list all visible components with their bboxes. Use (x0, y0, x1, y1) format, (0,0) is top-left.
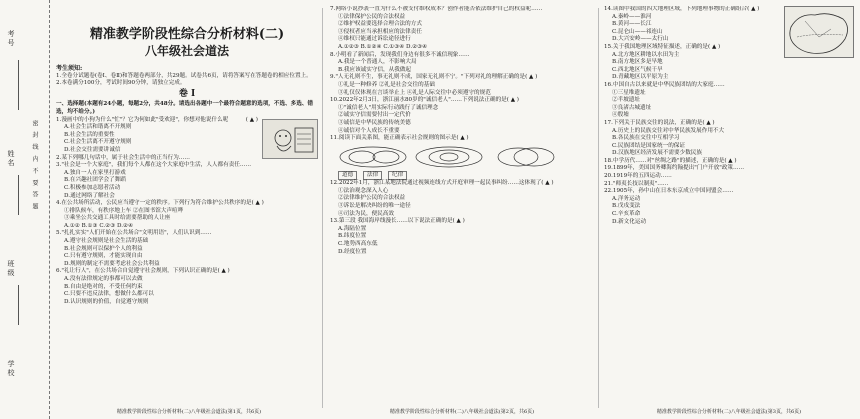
question-4-option: ③乘坐公共交通工具时给需要帮助的人让座 (64, 215, 171, 222)
binding-margin (0, 0, 50, 419)
question-1-stem: 1.漫画中的小狗为什么"忙"？它为何如此"受欢迎"，你想对他说什么呢 (56, 116, 229, 123)
question-17-option: D.汉族地区经济发展不需要少数民族 (612, 150, 702, 157)
question-10: 10.2022年2月3日，浙江丽水80岁的"诚信老人"……下列说法正确的是( ▲ ) (330, 97, 519, 104)
question-9: 9."人无礼则不生，事无礼则不成，国家无礼则不宁。"下列对礼的理解正确的是( ▲ ) (330, 74, 538, 81)
exam-subtitle: 八年级社会道法 (144, 44, 229, 58)
venn-diagram-b (414, 146, 484, 168)
question-22: 22.1905年，孙中山在日本东京成立中国同盟会…… (604, 188, 734, 195)
question-9-option: ③礼仅仅体现在言谈举止上 ④礼是人际交往中必须遵守的规范 (338, 89, 491, 96)
school-label: 学校 (7, 360, 15, 378)
question-9-option: ①礼是一种修养 ②礼是社会交往的基础 (338, 81, 435, 88)
question-8: 8.小明看了新闻后，发现我们身边有很多不诚信现象…… (330, 51, 470, 58)
name-line (18, 175, 19, 215)
answer-mark: ( ▲ ) (245, 116, 258, 123)
seal-text: 密 封 线 内 不 要 答 题 (31, 120, 38, 212)
question-14-option: A.秦岭——淮河 (612, 13, 652, 20)
question-18: 18.中学历代……对"丝绸之路"的描述，正确的是( ▲ ) (604, 157, 737, 164)
question-16-option: ③良渚古城遗址 (612, 104, 652, 111)
class-label: 班级 (7, 260, 15, 278)
question-3-option: B.在兴趣社团学会了舞蹈 (64, 177, 126, 184)
question-10-option: ③诚信是中华民族的传统美德 (338, 119, 411, 126)
question-6-option: D.认识规则的价值，自觉遵守规则 (64, 298, 149, 305)
question-12-option: ④司法为民，便民高效 (338, 210, 394, 217)
question-5-option: A.遵守社会规则是社会生活的基础 (64, 238, 149, 245)
page-1-column (56, 6, 318, 406)
question-22-option: D.新文化运动 (612, 218, 647, 225)
question-16-option: ①三星堆遗址 (612, 89, 646, 96)
section-instructions: 一、选择题(本题有24小题，每题2分，共48分。请选出各题中一个最符合题意的选项，不选、多选、错选，均不给分。) (56, 101, 314, 115)
question-4-option: ①排队候车，有秩序地上车 ②在图书馆大声喧哗 (64, 207, 184, 214)
question-14: 14.读图中我国的四大地理区域，下列地理事物的正确组合( ▲ ) (604, 6, 760, 12)
question-4-option: A.①② B.①③ C.②③ D.②④ (64, 222, 134, 229)
question-13-option: D.经度位置 (338, 248, 367, 255)
question-7-option: ②维护权益要选择合理合法的方式 (338, 21, 422, 28)
question-16: 16.中国自古以来就是中华民族团结的大家庭…… (604, 81, 725, 88)
question-10-option: ①"诚信老人"用实际行动践行了诚信理念 (338, 104, 439, 111)
page-footer: 精准教学阶段性综合分析材料(二)八年级社会道法(第3页，共6页) (656, 409, 802, 415)
relation-diagrams (338, 146, 594, 168)
question-7: 7.网络小说抄袭一直为什么不被支付维权成本？创作者能否依法维护自己的权益呢…… (330, 6, 543, 12)
venn-diagram-c (490, 146, 560, 168)
question-17-option: C.民族团结是国家统一的保证 (612, 142, 685, 149)
page-3-column (604, 6, 854, 406)
question-7-choices: A.①②③ B.①②④ C.①③④ D.②③④ (338, 43, 428, 50)
question-13: 13.第三段 我国海岸线漫长……以下说法正确的是( ▲ ) (330, 218, 465, 225)
question-5-option: D.规则的制定不需要考虑社会公共利益 (64, 260, 160, 267)
question-6: 6."礼让行人"，在公共场合自觉遵守社会规则，下列认识正确的是( ▲ ) (56, 268, 230, 275)
question-10-option: ④诚信对个人成长不重要 (338, 127, 400, 134)
question-15-option: B.南方地区多是旱地 (612, 59, 663, 66)
question-7-option: ③侵权者应当承担相应的法律责任 (338, 28, 422, 35)
question-1-option: C.社会生活离不开遵守规则 (64, 139, 132, 146)
venn-diagram-a (338, 146, 408, 168)
question-10-option: ②诚实守信需要付出一定代价 (338, 112, 411, 119)
question-12-option: ①法治观念深入人心 (338, 187, 389, 194)
question-16-option: ②半坡遗址 (612, 97, 640, 104)
question-15-option: D.青藏地区以平原为主 (612, 74, 669, 81)
question-7-option: ④维权只能通过诉讼途径进行 (338, 36, 411, 43)
page-2-column (330, 6, 594, 406)
question-3-option: A.独自一人在家里打游戏 (64, 169, 126, 176)
question-6-option: A.没有法律规定的事都可以去做 (64, 276, 143, 283)
question-17-option: B.各民族在交往中互相学习 (612, 135, 680, 142)
question-7-option: ①法律保护公民的合法权益 (338, 13, 406, 20)
question-2: 2.某下列哪几句话中，属于社会生活中的正当行为…… (56, 154, 190, 161)
question-6-option: C.只要不违反法律，想做什么都可以 (64, 291, 154, 298)
question-12-option: ③诉讼是解决纠纷的唯一途径 (338, 203, 411, 210)
question-5: 5."扎扎实实"人们开始在公共场合"文明用语"，人们认识到…… (56, 230, 212, 237)
question-11: 11.阅读下面关系图，能正确表示社会规则的图示是( ▲ ) (330, 135, 469, 142)
question-1-option: D.社会交往需要讲诚信 (64, 146, 121, 153)
question-13-option: C.地势西高东低 (338, 241, 378, 248)
cartoon-illustration (262, 119, 318, 159)
question-15: 15.关于我国地理区域特征描述，正确的是( ▲ ) (604, 43, 721, 50)
notice-heading: 考生须知: (56, 65, 83, 72)
question-21: 21."师夷长技以制夷"…… (604, 180, 669, 187)
map-icon (785, 7, 854, 59)
question-5-option: B.社会规则可以保护个人的利益 (64, 245, 143, 252)
question-1-option: B.社会生活的重要性 (64, 131, 115, 138)
exam-title: 精准教学阶段性综合分析材料(二) (89, 27, 285, 42)
question-6-option: B.自由是绝对的，不受任何约束 (64, 283, 143, 290)
question-17-option: A.历史上的民族交往对中华民族发展作用不大 (612, 127, 725, 134)
question-20: 20.1919年的五四运动…… (604, 173, 672, 180)
volume-heading: 卷 Ⅰ (178, 88, 196, 99)
diagram-label: 法律 (363, 171, 382, 181)
exam-no-line (18, 60, 19, 110)
question-12: 12.2022年1月，浙江某地法院通过视频连线方式开庭审理一起民事纠纷……这体现了( ▲ ) (330, 180, 554, 187)
question-14-option: B.黄河——长江 (612, 21, 652, 28)
china-region-map (784, 6, 854, 58)
question-8-option: A.我是一个普通人，不影响大局 (338, 59, 417, 66)
question-1-option: A.社会生活和谐离不开规则 (64, 124, 132, 131)
question-3-option: D.通过网络了解社会 (64, 192, 115, 199)
question-13-option: B.纬度位置 (338, 233, 367, 240)
name-label: 姓名 (7, 150, 15, 168)
diagram-label: 纪律 (388, 171, 407, 181)
column-divider (598, 8, 599, 408)
page-footer: 精准教学阶段性综合分析材料(二)八年级社会道法(第1页，共6页) (116, 409, 262, 415)
diagram-labels (330, 171, 594, 181)
exam-no-label: 考号 (7, 30, 15, 48)
question-5-option: C.只有遵守规则，才能实现自由 (64, 253, 143, 260)
question-14-option: C.昆仑山——祁连山 (612, 28, 663, 35)
question-22-option: A.洋务运动 (612, 195, 641, 202)
question-14-option: D.大兴安岭——太行山 (612, 36, 669, 43)
class-line (18, 285, 19, 325)
question-16-option: ④殷墟 (612, 112, 629, 119)
notice-item: 2.本卷满分100分，考试时间90分钟，请独立完成。 (56, 80, 186, 87)
page-footer: 精准教学阶段性综合分析材料(二)八年级社会道法(第2页，共6页) (389, 409, 535, 415)
question-3: 3."社会是一个大家庭"，我们每个人都在这个大家庭中生活，人人都有责任…… (56, 162, 252, 169)
question-22-option: C.辛亥革命 (612, 211, 641, 218)
question-8-option: B.我应该诚实守信，从我做起 (338, 66, 412, 73)
question-12-option: ②法律维护公民的合法权益 (338, 195, 406, 202)
question-15-option: C.西北地区气候干旱 (612, 66, 663, 73)
diagram-label: 道德 (338, 171, 357, 181)
notice-item: 1.全卷分试题卷(卷Ⅰ、卷Ⅱ)和答题卷两部分，共29题。试卷共6页，请将答案写在答题卷的相应位置上。 (56, 72, 312, 79)
question-3-option: C.积极参加志愿者活动 (64, 184, 121, 191)
question-4: 4.在公共场所活动，公民应当遵守一定的秩序。下列行为符合维护公共秩序的是( ▲ ) (56, 200, 264, 207)
question-22-option: B.戊戌变法 (612, 203, 641, 210)
question-19: 19.1899年，美国国务卿海约翰提出"门户开放"政策…… (604, 165, 745, 172)
question-13-option: A.海陆位置 (338, 225, 367, 232)
question-15-option: A.北方地区耕地以水田为主 (612, 51, 680, 58)
question-17: 17.下列关于民族交往的说法，正确的是( ▲ ) (604, 119, 715, 126)
dog-cartoon-icon (263, 120, 318, 160)
column-divider (322, 8, 323, 408)
